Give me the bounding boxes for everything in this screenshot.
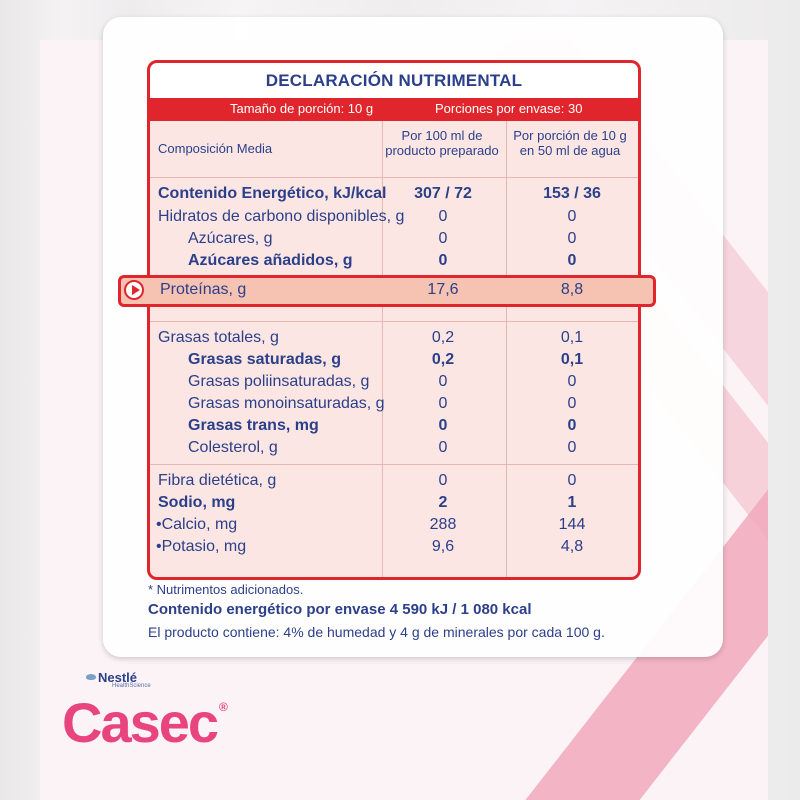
casec-logo <box>62 690 226 755</box>
nest-bird-icon <box>86 674 96 680</box>
row-value-100ml: 2 <box>438 494 448 511</box>
play-arrow-icon <box>124 280 144 300</box>
row-value-portion: 0 <box>567 395 577 412</box>
nutrition-facts-table <box>147 60 641 580</box>
footnote-energy: Contenido energético por envase 4 590 kJ / 1 080 kcal <box>148 601 532 618</box>
row-value-100ml: 9,6 <box>431 538 455 555</box>
table-row <box>150 184 638 206</box>
row-label: Contenido Energético, kJ/kcal <box>158 185 387 202</box>
table-row <box>150 493 638 515</box>
row-value-100ml: 0 <box>438 230 448 247</box>
row-value-portion: 0 <box>567 373 577 390</box>
row-label: Grasas poliinsaturadas, g <box>188 373 370 390</box>
header-composition: Composición Media <box>158 141 273 156</box>
row-label: •Calcio, mg <box>156 516 238 533</box>
table-header <box>150 121 638 178</box>
header-per-portion-line1: Por porción de 10 g <box>513 128 627 143</box>
row-value-100ml: 17,6 <box>427 281 459 298</box>
casec-wordmark: Casec <box>62 691 218 754</box>
row-value-100ml: 0 <box>438 472 448 489</box>
portion-bar <box>150 98 638 121</box>
row-value-100ml: 307 / 72 <box>414 185 472 202</box>
table-body <box>150 121 638 577</box>
nestle-wordmark: Nestlé <box>98 670 138 685</box>
row-label: •Potasio, mg <box>156 538 247 555</box>
header-per-100ml <box>382 128 502 158</box>
row-value-portion: 0 <box>567 230 577 247</box>
row-label: Fibra dietética, g <box>158 472 277 489</box>
row-label: Proteínas, g <box>160 281 247 298</box>
header-per-100ml-line2: producto preparado <box>385 143 499 158</box>
header-per-100ml-line1: Por 100 ml de <box>401 128 483 143</box>
table-row <box>150 251 638 273</box>
table-row <box>150 350 638 372</box>
header-per-portion <box>505 128 635 158</box>
table-row <box>150 207 638 229</box>
row-value-portion: 4,8 <box>560 538 584 555</box>
row-label: Grasas saturadas, g <box>188 351 341 368</box>
row-separator <box>150 464 638 465</box>
row-value-100ml: 0 <box>438 417 448 434</box>
table-row <box>150 515 638 537</box>
table-row <box>150 537 638 559</box>
nestle-logo <box>98 670 151 689</box>
row-label: Grasas totales, g <box>158 329 279 346</box>
row-value-100ml: 0,2 <box>431 351 455 368</box>
row-label: Sodio, mg <box>158 494 236 511</box>
row-value-portion: 144 <box>558 516 586 533</box>
row-label: Azúcares añadidos, g <box>188 252 353 269</box>
table-row <box>150 471 638 493</box>
row-value-100ml: 288 <box>429 516 457 533</box>
row-value-100ml: 0 <box>438 395 448 412</box>
portions-per-pack: Porciones por envase: 30 <box>435 101 583 116</box>
table-row <box>150 229 638 251</box>
protein-highlight-row <box>118 275 656 307</box>
row-value-portion: 1 <box>567 494 577 511</box>
row-value-portion: 153 / 36 <box>543 185 601 202</box>
portion-size: Tamaño de porción: 10 g <box>230 101 374 116</box>
header-per-portion-line2: en 50 ml de agua <box>519 143 621 158</box>
row-value-portion: 0 <box>567 208 577 225</box>
row-value-100ml: 0,2 <box>431 329 455 346</box>
row-label: Grasas monoinsaturadas, g <box>188 395 385 412</box>
table-row <box>150 394 638 416</box>
row-value-portion: 0 <box>567 252 577 269</box>
row-label: Azúcares, g <box>188 230 273 247</box>
row-value-100ml: 0 <box>438 252 448 269</box>
table-title: DECLARACIÓN NUTRIMENTAL <box>150 63 638 98</box>
registered-mark: ® <box>219 700 228 714</box>
table-row <box>150 416 638 438</box>
row-value-100ml: 0 <box>438 373 448 390</box>
row-value-portion: 0 <box>567 417 577 434</box>
footnote-added: * Nutrimentos adicionados. <box>148 582 304 597</box>
row-value-100ml: 0 <box>438 208 448 225</box>
row-value-portion: 0 <box>567 439 577 456</box>
health-science-wordmark: HealthScience <box>112 683 151 689</box>
row-label: Hidratos de carbono disponibles, g <box>158 208 405 225</box>
row-value-portion: 0,1 <box>560 351 584 368</box>
row-value-portion: 0 <box>567 472 577 489</box>
footnote-contains: El producto contiene: 4% de humedad y 4 g de minerales por cada 100 g. <box>148 624 605 640</box>
row-label: Colesterol, g <box>188 439 278 456</box>
table-row <box>150 438 638 460</box>
table-row <box>150 328 638 350</box>
row-label: Grasas trans, mg <box>188 417 319 434</box>
row-value-100ml: 0 <box>438 439 448 456</box>
row-value-portion: 0,1 <box>560 329 584 346</box>
row-value-portion: 8,8 <box>560 281 584 298</box>
row-separator <box>150 321 638 322</box>
table-row <box>150 372 638 394</box>
